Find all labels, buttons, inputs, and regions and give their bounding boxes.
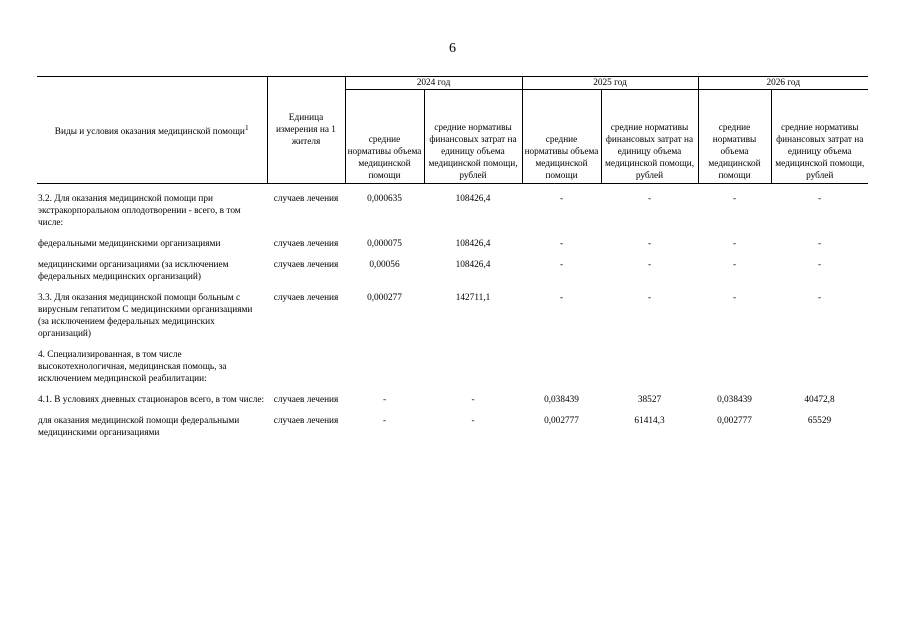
- header-year-2026: 2026 год: [698, 77, 868, 90]
- row-cost-2026: -: [817, 260, 822, 270]
- row-cost-2025: 61414,3: [634, 416, 665, 426]
- row-volume-2024: -: [382, 416, 387, 426]
- header-year-2024: 2024 год: [345, 77, 522, 90]
- table-row: [37, 349, 868, 394]
- row-volume-2024: 0,000075: [367, 239, 402, 249]
- table-row: [37, 394, 868, 415]
- row-cost-2026: -: [817, 194, 822, 204]
- row-unit: случаев лечения: [273, 395, 339, 405]
- medical-norms-table: [37, 76, 868, 448]
- table-row: [37, 193, 868, 238]
- row-cost-2024: 142711,1: [455, 293, 491, 303]
- header-cost-2025: средние нормативы финансовых затрат на единицу объема медицинской помощи, рублей: [601, 90, 698, 184]
- row-volume-2026: -: [732, 260, 737, 270]
- row-name: для оказания медицинской помощи федеральными медицинскими организациями: [38, 416, 240, 438]
- page-number: 6: [449, 41, 456, 56]
- header-volume-2025: средние нормативы объема медицинской помощи: [522, 90, 601, 184]
- row-name: 3.2. Для оказания медицинской помощи при экстракорпоральном оплодотворении - всего, в том числе:: [38, 194, 241, 228]
- row-volume-2026: -: [732, 194, 737, 204]
- row-cost-2026: -: [817, 293, 822, 303]
- row-volume-2025: 0,002777: [544, 416, 579, 426]
- header-cost-2024: средние нормативы финансовых затрат на единицу объема медицинской помощи, рублей: [424, 90, 522, 184]
- table-row: [37, 238, 868, 259]
- header-year-2025: 2025 год: [522, 77, 698, 90]
- row-volume-2025: [522, 349, 601, 394]
- row-volume-2026: [698, 349, 771, 394]
- row-name: медицинскими организациями (за исключением федеральных медицинских организаций): [38, 260, 229, 282]
- row-name: 4. Специализированная, в том числе высокотехнологичная, медицинская помощь, за исключением медицинской реабилитации:: [38, 350, 227, 384]
- row-unit: случаев лечения: [273, 293, 339, 303]
- header-unit: Единица измерения на 1 жителя: [267, 77, 345, 184]
- row-volume-2026: -: [732, 239, 737, 249]
- row-volume-2026: -: [732, 293, 737, 303]
- row-name: 4.1. В условиях дневных стационаров всего, в том числе:: [38, 395, 265, 405]
- table-row: [37, 292, 868, 349]
- row-cost-2024: 108426,4: [455, 239, 491, 249]
- row-volume-2025: 0,038439: [544, 395, 579, 405]
- row-unit: случаев лечения: [273, 194, 339, 204]
- row-cost-2024: 108426,4: [455, 194, 491, 204]
- row-cost-2024: [424, 349, 522, 394]
- row-volume-2025: -: [559, 293, 564, 303]
- row-cost-2024: -: [471, 416, 475, 426]
- row-volume-2024: -: [382, 395, 387, 405]
- row-cost-2025: [601, 349, 698, 394]
- row-cost-2025: -: [647, 194, 652, 204]
- row-volume-2025: -: [559, 239, 564, 249]
- row-unit: случаев лечения: [273, 416, 339, 426]
- row-volume-2024: 0,00056: [369, 260, 400, 270]
- row-name: федеральными медицинскими организациями: [38, 239, 221, 249]
- header-type-footnote: 1: [244, 122, 249, 132]
- header-cost-2026: средние нормативы финансовых затрат на единицу объема медицинской помощи, рублей: [771, 90, 868, 184]
- header-volume-2024: средние нормативы объема медицинской помощи: [345, 90, 424, 184]
- table-row: [37, 415, 868, 448]
- row-cost-2026: 40472,8: [804, 395, 835, 405]
- row-cost-2026: 65529: [807, 416, 832, 426]
- row-cost-2025: -: [647, 260, 652, 270]
- row-cost-2024: 108426,4: [455, 260, 491, 270]
- row-cost-2025: -: [647, 239, 652, 249]
- header-type: [37, 77, 267, 184]
- row-volume-2026: 0,002777: [717, 416, 752, 426]
- header-type-label: Виды и условия оказания медицинской помощи: [54, 127, 245, 138]
- row-cost-2024: -: [471, 395, 475, 405]
- row-cost-2026: -: [817, 239, 822, 249]
- row-name: 3.3. Для оказания медицинской помощи больным с вирусным гепатитом С медицинскими организациями (за исключением федеральных медицинских организаций): [38, 293, 253, 339]
- row-unit: случаев лечения: [273, 260, 339, 270]
- row-volume-2024: 0,000635: [367, 194, 402, 204]
- header-volume-2026: средние нормативы объема медицинской помощи: [698, 90, 771, 184]
- row-volume-2025: -: [559, 194, 564, 204]
- row-cost-2025: -: [647, 293, 652, 303]
- row-volume-2024: 0,000277: [367, 293, 402, 303]
- row-volume-2024: [345, 349, 424, 394]
- row-cost-2025: 38527: [637, 395, 662, 405]
- row-unit: [267, 349, 345, 394]
- row-unit: случаев лечения: [273, 239, 339, 249]
- table-row: [37, 259, 868, 292]
- row-volume-2025: -: [559, 260, 564, 270]
- row-cost-2026: [771, 349, 868, 394]
- row-volume-2026: 0,038439: [717, 395, 752, 405]
